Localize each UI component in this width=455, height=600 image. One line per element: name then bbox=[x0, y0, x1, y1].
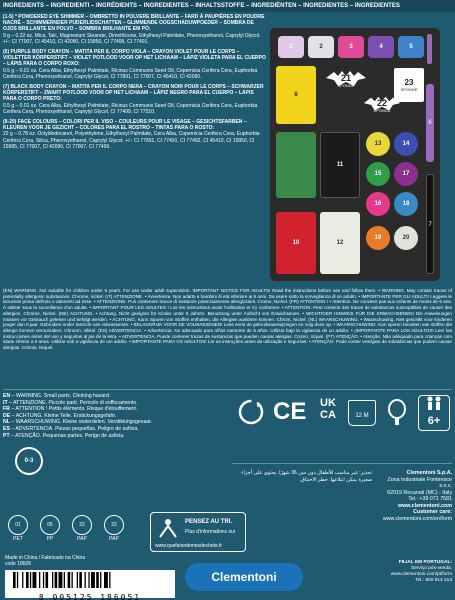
crayon-7 bbox=[426, 174, 434, 274]
made-in bbox=[5, 555, 85, 567]
customer-care-label: Customer care: bbox=[413, 509, 452, 515]
people-icon bbox=[423, 396, 445, 410]
sponge-label: SPONGE bbox=[400, 87, 418, 92]
pan-12 bbox=[320, 212, 360, 274]
choke-line bbox=[3, 426, 233, 433]
age-plus-text: 6+ bbox=[427, 415, 441, 427]
pan-4 bbox=[368, 36, 394, 58]
choke-text: – ATTENZIONE. Piccole parti. Pericolo di soffocamento. bbox=[7, 399, 138, 406]
made-in-text: Made in China / Fabricado na China bbox=[5, 555, 86, 561]
choke-text: – ADVERTENCIA. Piezas pequeñas. Peligro de asfixia. bbox=[9, 425, 139, 432]
sponge-number: 21 bbox=[340, 73, 351, 83]
choke-text: – WARNING. Small parts. Choking hazard. bbox=[10, 393, 111, 399]
barcode-number: 8 005125 186051 bbox=[38, 593, 142, 600]
recycle-number: 01 bbox=[15, 522, 21, 528]
crayon-number: 7 bbox=[428, 222, 432, 228]
brand-name: Clementoni bbox=[211, 570, 277, 584]
pan-number: 14 bbox=[402, 141, 410, 147]
ingredients-section bbox=[3, 14, 266, 45]
recycle-number: 22 bbox=[79, 522, 85, 528]
lang-code: DE bbox=[3, 412, 11, 419]
recycle-code bbox=[72, 515, 92, 542]
applicator-brush bbox=[427, 34, 432, 64]
pan-20 bbox=[394, 226, 418, 250]
sponge-number: 22 bbox=[376, 98, 387, 108]
product-code: code 18605 bbox=[5, 561, 32, 567]
pan-number: 10 bbox=[292, 240, 300, 246]
pan-number: 8 bbox=[294, 92, 298, 98]
pan-number: 16 bbox=[374, 201, 382, 207]
pan-number: 5 bbox=[409, 44, 413, 50]
pan-3 bbox=[338, 36, 364, 58]
recycle-triangle-icon bbox=[40, 515, 60, 535]
pan-number: 19 bbox=[374, 235, 382, 241]
lang-code: PT bbox=[3, 432, 10, 439]
brand-logo bbox=[185, 563, 303, 591]
choke-line bbox=[3, 433, 233, 440]
ce-mark-text: CE bbox=[273, 398, 307, 425]
company-tel: Tel.: +39 071 7581 bbox=[408, 496, 452, 502]
ingredients-section bbox=[3, 119, 266, 150]
pan-number: 15 bbox=[374, 171, 382, 177]
pao-jar-icon bbox=[348, 400, 376, 426]
pan-9 bbox=[276, 132, 316, 198]
recycle-number: 05 bbox=[47, 522, 53, 528]
pan-number: 17 bbox=[402, 171, 410, 177]
recycle-code bbox=[40, 515, 60, 542]
company-name: Clementoni S.p.A. bbox=[406, 470, 452, 476]
triman-logo-icon bbox=[156, 517, 180, 539]
crayon-6 bbox=[426, 84, 434, 162]
divider bbox=[3, 389, 452, 390]
ingredients-body: 9 g – 0.32 oz. Mica, Talc, Magnesium Stearate, Dimethicone, Ethylhexyl Palmitate, Phenoxyethanol, Caprylyl Glycol. +/-: CI 77007, CI 45410, CI 42090, CI 15850, CI 77499, CI 77491. bbox=[3, 32, 261, 45]
ingredients-heading: (1-5) * POWDERED EYE SHIMMER – OMBRETTO IN POLVERE BRILLANTE – FARD À PAUPIÈRES EN POUDRE NACRÉ – SCHIMMERNDER PUDERLIDSCHATTEN – GLIMMENDE OOGSCHADUWPOEDER – SOMBRA DE OJOS BRILLANTE EN POLVO – SOMBRA BRILHANTE EM PÓ: bbox=[3, 14, 265, 33]
warnings-text: (EN) WARNING. Not suitable for children under 6 years. For use under adult supervision. IMPORTANT NOTICE FOR ADULTS! Read the instructions before use and follow them. • WARNING. May contain traces of potentially allergenic substances. Chrome, nickel. (IT) ATTENZIONE. • Avvertenza. Non adatto a bambini di età inferiore ai 6 anni. Da usare sotto la sorveglianza di un adulto. • IMPORTANTE PER GLI ADULTI! Leggere le istruzioni prima dell'uso e attenersi ad esse. • ATTENZIONE. Può contenere tracce di sostanze potenzialmente allergizzanti. Cromo, Nichel. (FR) ATTENTION ! • Attention. Ne convient pas aux enfants de moins de 6 ans. À utiliser sous la surveillance d'un adulte. • IMPORTANT POUR LES ADULTES ! Lire les instructions avant l'utilisation et s'y conformer. • ATTENTION. Peut contenir des traces de substances susceptibles de causer des allergies. Chrome, Nickel. (DE) ACHTUNG. • Achtung. Nicht geeignet für Kinder unter 6 Jahren. Benutzung unter Aufsicht von Erwachsenen. • WICHTIGER HINWEIS FÜR DIE ERWACHSENEN! Die Anweisungen müssen vor Gebrauch gelesen und befolgt werden. • ACHTUNG. Kann Spuren von Stoffen enthalten, die Allergien auslösen können. Chrom, Nickel. (NL) WAARSCHUWING. • Waarschuwing. Niet geschikt voor kinderen jonger dan 6 jaar. Gebruiken onder toezicht van volwassenen. • BELANGRIJK VOOR DE VOLWASSENEN! Lees eerst de gebruiksaanwijzingen en volg deze op. • WAARSCHUWING. Kan sporen bevatten van stoffen die allergie kunnen veroorzaken. Chroom, nikkel. (ES) ADVERTENCIA. • Advertencia. No adecuado para niños menores de 6 años. Utilizar bajo la vigilancia de un adulto. • ¡IMPORTANTE PARA LOS ADULTOS! Leer las instrucciones antes del uso y seguirlas al pie de la letra. • ADVERTENCIA. Puede contener trazas de sustancias que pueden causar alergias. Cromo, níquel. (PT) ATENÇÃO. • Atenção. Não adequado para crianças com idade inferior a 6 anos. Utilizar sob a vigilância de um adulto. • IMPORTANTE PARA OS ADULTOS! Ler as instruções antes da utilização e segui-las. • ATENÇÃO. Pode conter vestígios de substâncias que podem causar alergias. Crómio, Níquel. bbox=[3, 288, 452, 351]
age-warning-text: 0-3 bbox=[24, 458, 34, 464]
choke-line bbox=[3, 393, 233, 400]
company-address: Zona Industriale Fontenoce s.n.c. bbox=[387, 476, 452, 489]
choke-line bbox=[3, 406, 233, 413]
age-warning-icon bbox=[15, 447, 43, 475]
sponge-number: 23 bbox=[404, 78, 414, 87]
sponge-label: SPONGE bbox=[337, 83, 355, 88]
choking-warnings bbox=[3, 393, 233, 439]
pan-number: 3 bbox=[349, 44, 353, 50]
ukca-mark-text: UK CA bbox=[320, 397, 336, 421]
recycle-label: PET bbox=[13, 536, 23, 542]
ukca-mark-icon bbox=[314, 397, 342, 421]
ingredients-heading: (6) PURPLE BODY CRAYON – MATITA PER IL CORPO VIOLA – CRAYON VIOLET POUR LE CORPS – VIOLETTER KÖRPERSTIFT – VIOLET POTLOOD VOOR OP HET LICHAAM – LÁPIZ VIOLETA PARA EL CUERPO – LÁPIS PARA O CORPO ROXO: bbox=[3, 49, 266, 68]
pan-number: 20 bbox=[402, 235, 410, 241]
age-6-plus-badge bbox=[418, 395, 450, 431]
triman-box bbox=[150, 512, 246, 552]
pan-number: 1 bbox=[289, 44, 293, 50]
company-address: 62019 Recanati (MC) - Italy bbox=[387, 489, 452, 496]
mirror-icon bbox=[384, 398, 410, 431]
pao-text: 12 M bbox=[355, 413, 369, 419]
barcode bbox=[5, 570, 175, 598]
pan-19 bbox=[366, 226, 390, 250]
pan-13 bbox=[366, 132, 390, 156]
ingredients-heading: (7) BLACK BODY CRAYON – MATITA PER IL CORPO NERA – CRAYON NOIR POUR LE CORPS – SCHWARZER KÖRPERSTIFT – ZWART POTLOOD VOOR OP HET LICHAAM – LÁPIZ NEGRO PARA EL CUERPO – LÁPIS PARA O CORPO PRETO: bbox=[3, 84, 264, 103]
customer-care-url: www.clementoni.com/en/form bbox=[382, 515, 452, 522]
choke-line bbox=[3, 419, 233, 426]
lang-code: NL bbox=[3, 419, 10, 426]
arabic-warning: تحذير: غير مناسب للأطفال دون سن 36 شهرًا. يحتوي على أجزاء صغيرة يمكن ابتلاعها. خطر الاختناق. bbox=[241, 470, 372, 483]
pan-16 bbox=[366, 192, 390, 216]
pan-18 bbox=[394, 192, 418, 216]
recycle-code bbox=[8, 515, 28, 542]
pan-17 bbox=[394, 162, 418, 186]
portugal-branch bbox=[380, 560, 452, 584]
choke-line bbox=[3, 400, 233, 407]
barcode-bars-icon bbox=[5, 570, 175, 590]
choke-text: – WAARSCHUWING. Kleine onderdelen. Verstikkingsgevaar. bbox=[9, 419, 153, 426]
company-info bbox=[380, 470, 452, 522]
pan-15 bbox=[366, 162, 390, 186]
pan-14 bbox=[394, 132, 418, 156]
ingredients-heading: (8-20) FACE COLOURS – COLORI PER IL VISO – COULEURS POUR LE VISAGE – GESICHTSFARBEN – KLEUREN VOOR JE GEZICHT – COLORES PARA EL ROSTRO – TINTAS PARA O ROSTO: bbox=[3, 119, 247, 132]
pan-1 bbox=[278, 36, 304, 58]
pan-number: 4 bbox=[379, 44, 383, 50]
pan-10 bbox=[276, 212, 316, 274]
recycle-triangle-icon bbox=[104, 515, 124, 535]
sponge-21 bbox=[324, 68, 368, 88]
filial-line: www.clementoni.com/pt/form bbox=[390, 572, 452, 577]
filial-line: Tel.: 800 914 313 bbox=[415, 578, 452, 583]
divider bbox=[232, 463, 452, 464]
choke-line bbox=[3, 413, 233, 420]
pan-number: 18 bbox=[402, 201, 410, 207]
pan-5 bbox=[398, 36, 424, 58]
recycle-loop-icon bbox=[236, 397, 266, 432]
pan-number: 2 bbox=[319, 44, 323, 50]
ingredients-body: 0.5 g – 0.01 oz. Cera Alba, Ethylhexyl Palmitate, Ricinus Communis Seed Oil, Copernicia Cerifera Cera, Euphorbia Cerifera Cera, Phenoxyethanol, Caprylyl Glycol, CI 77499, CI 77510. bbox=[3, 102, 258, 115]
pan-number: 13 bbox=[374, 141, 382, 147]
recycle-code bbox=[104, 515, 124, 542]
lang-code: FR bbox=[3, 406, 10, 413]
ingredients-body: 22 g – 0.78 oz. Octyldodecanol, Polyethylene, Ethylhexyl Palmitate, Cera Alba, Copernicia Cerifera Cera, Euphorbia Cerifera Cera, Silica, Phenoxyethanol, Caprylyl Glycol. +/-: CI 77891, CI 77491, CI 77492, CI 45410, CI 15850, CI 15985, CI 77007, CI 42090, CI 77007, CI 77499. bbox=[3, 131, 260, 150]
triman-title: PENSEZ AU TRI. bbox=[185, 519, 233, 525]
pan-number: 12 bbox=[336, 240, 344, 246]
pan-2 bbox=[308, 36, 334, 58]
pan-8 bbox=[276, 66, 316, 124]
recycle-triangle-icon bbox=[72, 515, 92, 535]
ce-mark-icon bbox=[273, 397, 306, 427]
pan-number: 11 bbox=[336, 162, 344, 168]
sponge-label: SPONGE bbox=[373, 108, 391, 113]
makeup-palette bbox=[270, 28, 440, 281]
ingredients-section bbox=[3, 49, 266, 80]
company-web: www.clementoni.com bbox=[398, 502, 452, 509]
recycle-number: 22 bbox=[111, 522, 117, 528]
ingredients-list bbox=[3, 14, 266, 154]
filial-line: Serviço pós-venda: bbox=[410, 566, 452, 571]
choke-text: – ATTENTION ! Petits éléments. Risque d'étouffement. bbox=[9, 406, 138, 413]
lang-code: ES bbox=[3, 425, 10, 432]
ingredients-body: 0.5 g – 0.01 oz. Cera Alba, Ethylhexyl Palmitate, Ricinus Communis Seed Oil, Copernicia Cerifera Cera, Euphorbia Cerifera Cera, Phenoxyethanol, Caprylyl Glycol, CI 77891, CI 77007, CI 45410, CI 42090. bbox=[3, 67, 258, 80]
lang-code: IT bbox=[3, 399, 8, 406]
recycle-label: PAP bbox=[109, 536, 119, 542]
choke-text: – ATENÇÃO. Pequenas partes. Perigo de asfixia. bbox=[9, 432, 125, 439]
lang-code: EN bbox=[3, 393, 11, 399]
pan-11 bbox=[320, 132, 360, 198]
triman-url: www.quefairedemesdechets.fr bbox=[155, 543, 222, 549]
crayon-number: 6 bbox=[428, 120, 432, 126]
recycle-triangle-icon bbox=[8, 515, 28, 535]
filial-title: FILIAL EM PORTUGAL: bbox=[398, 560, 452, 565]
recycle-label: PAP bbox=[77, 536, 87, 542]
recycle-label: PP bbox=[46, 536, 54, 542]
triman-sub: Plus d'informations sur bbox=[185, 529, 236, 535]
ingredients-header-bar: INGREDIENTS – INGREDIENTI – INGRÉDIENTS – INGREDIENTES – INHALTSSTOFFE – INGREDIËNTEN – INGREDIENTES – INGREDIENTES bbox=[0, 0, 455, 12]
ingredients-section bbox=[3, 84, 266, 115]
sponge-23 bbox=[394, 68, 424, 102]
choke-text: – ACHTUNG. Kleine Teile. Erstickungsgefahr. bbox=[10, 412, 117, 419]
